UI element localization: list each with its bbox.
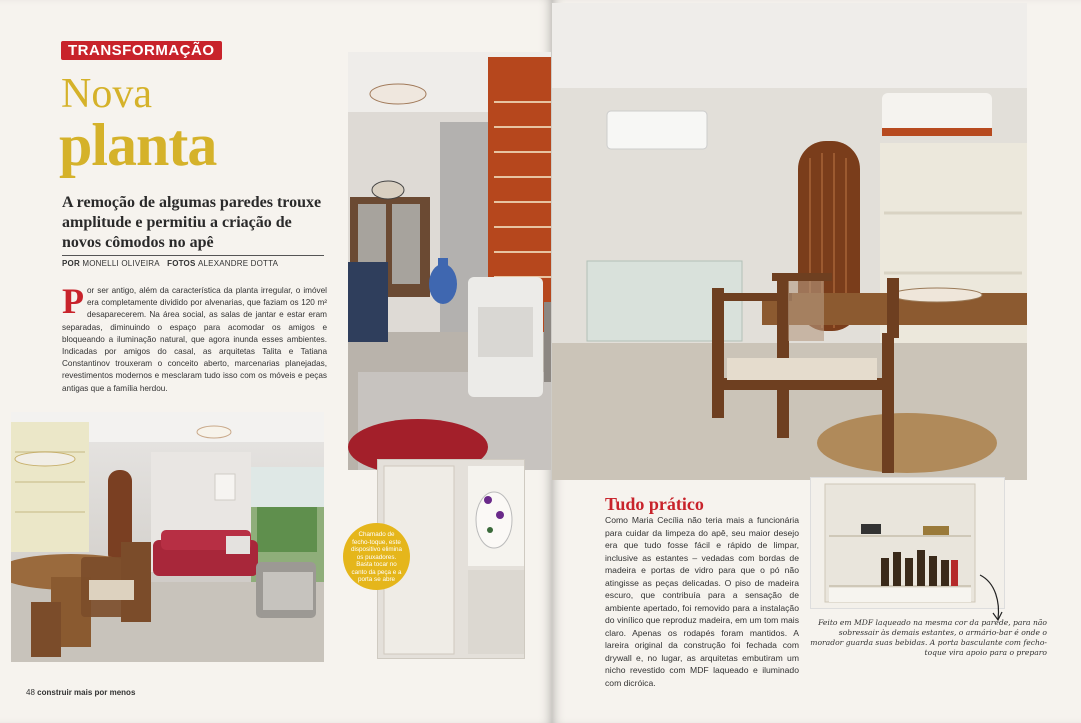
byline-author: MONELLI OLIVEIRA <box>82 259 160 268</box>
dining-room-photo <box>552 3 1027 480</box>
article-subtitle: A remoção de algumas paredes trouxe amplitude e permitiu a criação de novos cômodos no apê <box>62 194 322 251</box>
photo-caption: Feito em MDF laqueado na mesma cor da parede, para não sobressair às demais estantes, o armário-bar é onde o morador guarda suas bebidas. A porta basculante com fecho-toque vira apoio para o preparo <box>810 618 1047 657</box>
title-line-1: Nova <box>61 71 152 117</box>
dining-room-illustration <box>552 3 1027 480</box>
sidebar-title <box>605 494 704 514</box>
sidebar-title-part2: prático <box>648 494 704 514</box>
sidebar-text: Como Maria Cecília não teria mais a funcionária para cuidar da limpeza do apê, seu maior desejo era que tudo fosse fácil e rápido de limpar, inclusive as estantes – vedadas com bordas de madeira e portas de vidro para que o pó não atingisse as peças delicadas. O piso de madeira escuro, que contribuía para a sensação de ambiente apertado, foi removido para a instalação do vinílico que reproduz madeira, em um tom mais claro. Apenas os rodapés foram mantidos. A lareira original da construção foi fechada com drywall e, no lugar, as arquitetas embutiram um nicho revestido com MDF laqueado e iluminado com dicróica. <box>605 515 799 688</box>
living-room-illustration <box>11 412 324 662</box>
intro-paragraph <box>62 281 327 395</box>
caption-arrow-icon <box>976 573 1006 623</box>
right-page <box>552 0 1081 723</box>
room-cabinet-illustration <box>348 52 551 470</box>
byline-fotos-label: FOTOS <box>167 259 196 268</box>
sidebar-title-part1: Tudo <box>605 494 645 514</box>
living-room-photo <box>11 412 324 662</box>
page-footer-left <box>26 688 135 698</box>
section-tag: TRANSFORMAÇÃO <box>61 41 222 60</box>
page-number: 48 <box>26 688 35 697</box>
intro-text: or ser antigo, além da característica da planta irregular, o imóvel era completamente dividido por alvenarias, que faziam os 120 m² desaparecerem. Na área social, as salas de jantar e estar eram separadas, diminuindo o espaço para acomodar os amigos e bloqueando a iluminação natural, que agora inunda esses ambientes. Indicadas por amigos do casal, as arquitetas Talita e Tatiana Constantinov trouxeram o conceito aberto, marcenarias planejadas, revestimentos modernos e mesclaram tudo isso com os móveis e peças antigas que a família herdou. <box>62 286 327 393</box>
byline <box>62 255 324 269</box>
info-badge: Chamado de fecho-toque, este dispositivo elimina os puxadores. Basta tocar no canto da peça e a porta se abre <box>343 523 410 590</box>
room-cabinet-photo <box>348 52 551 470</box>
drop-cap: P <box>62 281 84 321</box>
title-line-2: planta <box>59 112 217 178</box>
byline-photographer: ALEXANDRE DOTTA <box>197 259 279 268</box>
byline-por-label: POR <box>62 259 80 268</box>
magazine-name: construir mais por menos <box>37 688 136 697</box>
